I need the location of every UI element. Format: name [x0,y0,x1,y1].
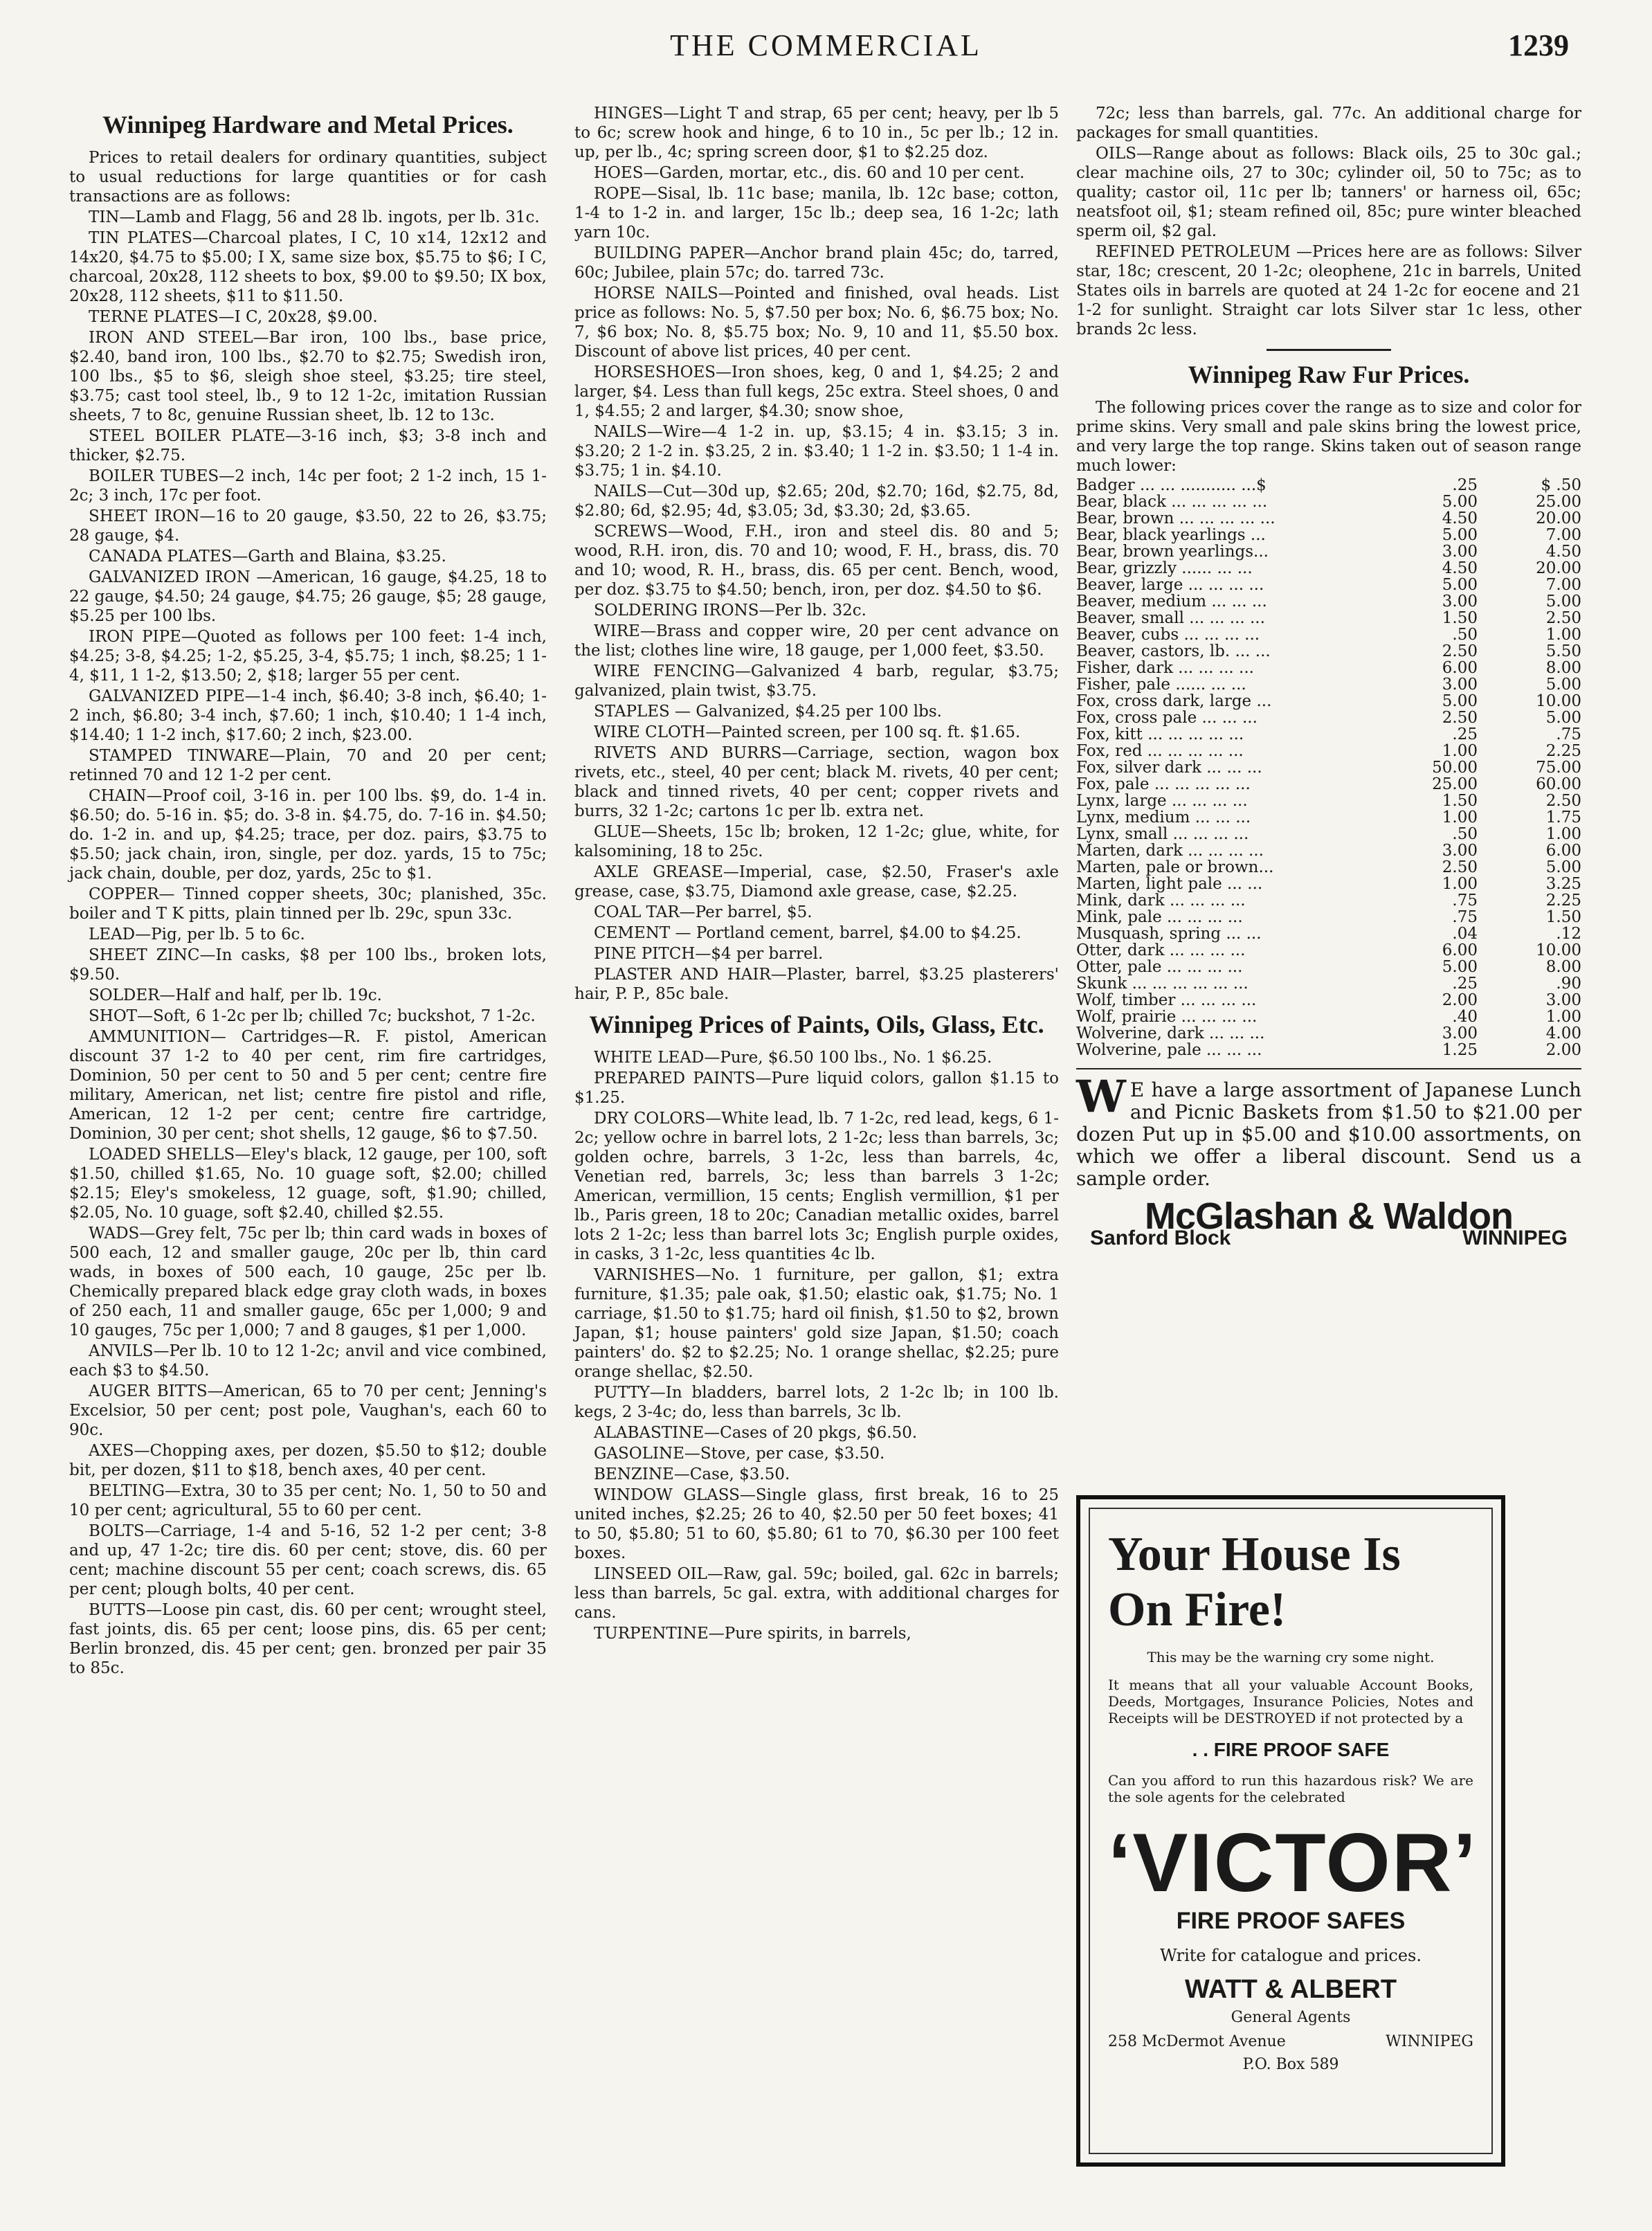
hardware-heading: Winnipeg Hardware and Metal Prices. [102,111,514,138]
fur-low: .75 [1452,908,1478,926]
basket-ad-firm: McGlashan & Waldon [1144,1195,1514,1237]
price-paragraph: AMMUNITION— Cartridges—R. F. pistol, American discount 37 1-2 to 40 per cent, rim fire cartridges, Dominion, 50 per cent to 50 and 5 per cent; centre fire military, American, net list; centre fire pistol and rifle, American, 12 1-2 per cent; centre fire cartridge, Dominion, 30 per cent; shot shells, 12 gauge, $6 to $7.50. [69,1028,547,1143]
fur-name: Marten, pale or brown... [1076,858,1274,876]
paints-article-continued [1076,104,1581,339]
price-paragraph: OILS—Range about as follows: Black oils, 25 to 30c gal.; clear machine oils, 27 to 30c; cylinder oil, 50 to 75c; as to quality; castor oil, 11c per lb; tanners' or harness oil, 65c; neatsfoot oil, $1; steam refined oil, 85c; pure winter bleached sperm oil, $2 gal. [1076,145,1581,240]
fur-row [1076,610,1581,626]
fur-low: 2.50 [1442,642,1478,660]
fur-low: 5.00 [1442,493,1478,511]
fur-row [1076,909,1581,925]
price-paragraph: IRON PIPE—Quoted as follows per 100 feet: 1-4 inch, $4.25; 3-8, $4.25; 1-2, $5.25, 3-4, $5.75; 1 inch, $8.25; 1 1-4, $11, 1 1-2, $13.50; 2, $18; larger 55 per cent. [69,628,547,685]
paints-article [574,1048,1059,1643]
fur-low: 5.00 [1442,692,1478,710]
furs-intro: The following prices cover the range as to size and color for prime skins. Very small and pale skins bring the lowest price, and very large the top range. Skins taken out of season range much lower: [1076,399,1581,475]
price-paragraph: CEMENT — Portland cement, barrel, $4.00 to $4.25. [594,924,1022,942]
fur-low: .50 [1452,825,1478,843]
fur-high: .90 [1556,975,1581,993]
fur-name: Wolverine, dark ... ... ... [1076,1024,1265,1042]
price-paragraph: PLASTER AND HAIR—Plaster, barrel, $3.25 plasterers' hair, P. P., 85c bale. [574,966,1059,1003]
fur-row [1076,527,1581,543]
price-paragraph: BUTTS—Loose pin cast, dis. 60 per cent; wrought steel, fast joints, dis. 65 per cent; loose pins, dis. 65 per cent; Berlin bronzed, dis. 45 per cent; gen. bronzed per pair 35 to 85c. [69,1601,547,1677]
fur-high: 60.00 [1536,775,1581,793]
price-paragraph: COPPER— Tinned copper sheets, 30c; planished, 35c. boiler and T K pitts, plain tinned per lb. 29c, spun 33c. [69,885,547,923]
fur-row [1076,759,1581,776]
fur-row [1076,710,1581,726]
ad-brand: ‘VICTOR’ [1108,1816,1478,1909]
fur-name: Mink, pale ... ... ... ... [1076,908,1243,926]
fur-name: Fox, cross dark, large ... [1076,692,1272,710]
price-paragraph: WIRE—Brass and copper wire, 20 per cent advance on the list; clothes line wire, 18 gauge, per 1,000 feet, $3.50. [574,622,1059,660]
fur-name: Lynx, medium ... ... ... [1076,809,1251,827]
price-paragraph: ROPE—Sisal, lb. 11c base; manila, lb. 12c base; cotton, 1-4 to 1-2 in. and larger, 15c lb.; deep sea, 16 1-2c; lath yarn 10c. [574,185,1059,242]
fur-row [1076,743,1581,759]
fur-name: Beaver, medium ... ... ... [1076,593,1267,611]
fur-row [1076,543,1581,560]
fur-low: 4.50 [1442,559,1478,577]
fur-row [1076,660,1581,676]
ad-lead: This may be the warning cry some night. [1147,1649,1435,1665]
paints-heading: Winnipeg Prices of Paints, Oils, Glass, Etc. [589,1011,1044,1038]
price-paragraph: TIN—Lamb and Flagg, 56 and 28 lb. ingots, per lb. 31c. [89,208,540,226]
fur-name: Marten, light pale ... ... [1076,875,1263,893]
section-divider [1267,349,1391,351]
price-paragraph: NAILS—Wire—4 1-2 in. up, $3.15; 4 in. $3.15; 3 in. $3.20; 2 1-2 in. $3.25, 2 in. $3.40; 1 1-2 in. $3.50; 1 1-4 in. $3.75; 1 in. $4.10. [574,423,1059,480]
price-paragraph: PUTTY—In bladders, barrel lots, 2 1-2c lb; in 100 lb. kegs, 2 3-4c; do, less than barrels, 3c lb. [574,1384,1059,1421]
fur-high: 4.00 [1545,1024,1581,1042]
fur-high: 1.50 [1545,908,1581,926]
ad-content [1108,1527,1478,2073]
fur-low: 2.00 [1442,991,1478,1009]
fur-row [1076,776,1581,793]
price-paragraph: LEAD—Pig, per lb. 5 to 6c. [89,925,305,943]
fur-low: 1.50 [1442,792,1478,810]
fur-name: Bear, black yearlings ... [1076,526,1266,544]
dropcap-letter: W [1076,1071,1126,1123]
fur-low: 1.50 [1442,609,1478,627]
fur-high: 5.00 [1545,858,1581,876]
price-paragraph: SOLDERING IRONS—Per lb. 32c. [594,602,866,620]
fur-row [1076,826,1581,842]
price-paragraph: WIRE FENCING—Galvanized 4 barb, regular, $3.75; galvanized, plain twist, $3.75. [574,662,1059,700]
price-paragraph: NAILS—Cut—30d up, $2.65; 20d, $2.70; 16d, $2.75, 8d, $2.80; 6d, $2.95; 4d, $3.05; 3d, $3.30; 2d, $3.65. [574,482,1059,520]
ad-agents: General Agents [1231,2009,1351,2026]
price-paragraph: BUILDING PAPER—Anchor brand plain 45c; do, tarred, 60c; Jubilee, plain 57c; do. tarred 73c. [574,244,1059,282]
fur-row [1076,842,1581,859]
price-paragraph: VARNISHES—No. 1 furniture, per gallon, $1; extra furniture, $1.35; pale oak, $1.50; elastic oak, $1.75; No. 1 carriage, $1.50 to $1.75; hard oil finish, $1.50 to $2, brown Japan, $1; house painters' gold size Japan, $1.50; coach painters' do. $2 to $2.25; No. 1 orange shellac, $2.25; pure orange shellac, $2.50. [574,1266,1059,1381]
fur-low: 1.25 [1442,1041,1478,1059]
fur-name: Beaver, small ... ... ... ... [1076,609,1265,627]
ad-firm: WATT & ALBERT [1184,1975,1397,2004]
fur-low: 2.50 [1442,858,1478,876]
fur-high: 5.50 [1545,642,1581,660]
price-paragraph: CHAIN—Proof coil, 3-16 in. per 100 lbs. $9, do. 1-4 in. $6.50; do. 5-16 in. $5; do. 3-8 in. $4.75, do. 7-16 in. $4.50; do. 1-2 in. and up, $4.25; trace, per doz. pairs, $3.75 to $5.50; jack chain, iron, single, per doz. yards, 15 to 75c; jack chain, double, per doz, yards, 25c to $1. [69,787,547,883]
price-paragraph: WINDOW GLASS—Single glass, first break, 16 to 25 united inches, $2.25; 26 to 40, $2.50 per 50 feet boxes; 41 to 50, $5.80; 51 to 60, $5.80; 61 to 70, $6.30 per 100 feet boxes. [574,1486,1059,1562]
price-paragraph: WADS—Grey felt, 75c per lb; thin card wads in boxes of 500 each, 12 and smaller gauge, 20c per lb, thin card wads, in boxes of 500 each, 10 gauge, 25c per lb. Chemically prepared black edge gray cloth wads, in boxes of 250 each, 11 and smaller gauge, 65c per 1,000; 9 and 10 gauges, 75c per 1,000; 7 and 8 gauges, $1 per 1,000. [69,1225,547,1339]
fur-high: 2.25 [1545,742,1581,760]
fur-name: Beaver, cubs ... ... ... ... [1076,626,1260,644]
price-paragraph: STAPLES — Galvanized, $4.25 per 100 lbs. [594,703,942,721]
fur-name: Otter, dark ... ... ... ... [1076,941,1246,959]
ad-fire-proof-safe: . . FIRE PROOF SAFE [1192,1739,1390,1760]
price-paragraph: AXLE GREASE—Imperial, case, $2.50, Fraser's axle grease, case, $3.75, Diamond axle grease, case, $2.25. [574,863,1059,901]
ad-headline: Your House Is On Fire! [1108,1528,1401,1636]
fur-name: Badger ... ... ........... ...$ [1076,476,1267,494]
fur-high: 2.50 [1545,792,1581,810]
ad-question: Can you afford to run this hazardous risk? We are the sole agents for the celebrated [1108,1772,1473,1805]
fur-low: 3.00 [1442,1024,1478,1042]
fur-high: 8.00 [1545,958,1581,976]
fur-high: 2.00 [1545,1041,1581,1059]
price-paragraph: IRON AND STEEL—Bar iron, 100 lbs., base price, $2.40, band iron, 100 lbs., $2.70 to $2.75; Swedish iron, 100 lbs., $5 to $6, sleigh shoe steel, $3.25; tire steel, $3.75; cast tool steel, lb., 9 to 12 1-2c, imitation Russian sheets, 7 to 8c, genuine Russian sheet, lb. 12 to 13c. [69,329,547,424]
price-paragraph: BOLTS—Carriage, 1-4 and 5-16, 52 1-2 per cent; 3-8 and up, 47 1-2c; tire dis. 60 per cent; stove, dis. 60 per cent; machine discount 55 per cent; coach screws, dis. 65 per cent; plough bolts, 40 per cent. [69,1522,547,1598]
fur-high: 5.00 [1545,593,1581,611]
price-paragraph: AUGER BITTS—American, 65 to 70 per cent; Jenning's Excelsior, 50 per cent; post pole, Vaughan's, each 60 to 90c. [69,1382,547,1439]
fur-high: 4.50 [1545,543,1581,561]
fur-row [1076,510,1581,527]
fur-low: 3.00 [1442,842,1478,860]
fur-name: Bear, brown yearlings... [1076,543,1269,561]
page-header [0,28,1652,69]
fur-row [1076,494,1581,510]
fur-row [1076,577,1581,593]
price-paragraph: LINSEED OIL—Raw, gal. 59c; boiled, gal. 62c in barrels; less than barrels, 5c gal. extra, with additional charges for cans. [574,1565,1059,1622]
basket-ad-city: WINNIPEG [1462,1227,1568,1249]
publication-title: THE COMMERCIAL [670,28,982,62]
fur-row [1076,726,1581,743]
fur-low: .25 [1452,725,1478,743]
fur-low: .75 [1452,892,1478,910]
price-paragraph: ALABASTINE—Cases of 20 pkgs, $6.50. [594,1424,918,1442]
price-paragraph: STAMPED TINWARE—Plain, 70 and 20 per cent; retinned 70 and 12 1-2 per cent. [69,747,547,784]
ad-street: 258 McDermot Avenue [1108,2033,1286,2050]
fur-row [1076,859,1581,876]
fur-row [1076,1025,1581,1042]
fur-row [1076,593,1581,610]
fur-name: Wolf, prairie ... ... ... ... [1076,1008,1258,1026]
hardware-article-continued [574,104,1059,1004]
price-paragraph: GASOLINE—Stove, per case, $3.50. [594,1445,885,1463]
fur-row [1076,1042,1581,1058]
basket-advertisement [1076,1071,1581,1190]
fur-high: 1.00 [1545,825,1581,843]
fur-row [1076,876,1581,892]
fur-high: 20.00 [1536,509,1581,527]
price-paragraph: LOADED SHELLS—Eley's black, 12 gauge, per 100, soft $1.50, chilled $1.65, No. 10 guage soft, $2.00; chilled $2.15; Eley's smokeless, 12 guage, soft, $1.90; chilled, $2.05, No. 10 guage, soft $2.40, chilled $2.55. [69,1146,547,1222]
fur-low: 5.00 [1442,958,1478,976]
fur-low: 5.00 [1442,576,1478,594]
price-paragraph: PREPARED PAINTS—Pure liquid colors, gallon $1.15 to $1.25. [574,1069,1059,1107]
fur-high: 5.00 [1545,676,1581,694]
price-paragraph: GALVANIZED IRON —American, 16 gauge, $4.25, 18 to 22 gauge, $4.50; 24 gauge, $4.75; 26 gauge, $5; 28 gauge, $5.25 per 100 lbs. [69,568,547,625]
fur-name: Marten, dark ... ... ... ... [1076,842,1264,860]
basket-ad-block: Sanford Block [1090,1227,1231,1249]
price-paragraph: WHITE LEAD—Pure, $6.50 100 lbs., No. 1 $6.25. [594,1049,992,1067]
price-paragraph: TERNE PLATES—I C, 20x28, $9.00. [89,308,378,326]
fur-low: 1.00 [1442,742,1478,760]
fur-row [1076,560,1581,577]
fur-low: 2.50 [1442,709,1478,727]
fur-row [1076,477,1581,494]
fur-price-table [1076,477,1581,1058]
fur-high: 5.00 [1545,709,1581,727]
fur-name: Fox, kitt ... ... ... ... ... [1076,725,1244,743]
price-paragraph: Prices to retail dealers for ordinary quantities, subject to usual reductions for large quantities or for cash transactions are as follows: [69,149,547,206]
fur-name: Fox, pale ... ... ... ... ... [1076,775,1251,793]
price-paragraph: CANADA PLATES—Garth and Blaina, $3.25. [89,548,446,566]
price-paragraph: DRY COLORS—White lead, lb. 7 1-2c, red lead, kegs, 6 1-2c; yellow ochre in barrel lots, 2 1-2c; less than barrels, 3c; golden ochre, barrels, 3 1-2c, less than barrels, 4c, Venetian red, barrels, 3c; less than barrels 3 1-2c; American, vermillion, 15 cents; English vermillion, $1 per lb., Paris green, 18 to 20c; Canadian metallic oxides, barrel lots 2 1-2c; less than barrel lots 3c; English purple oxides, in casks, 3 1-2c, less quantities 4c lb. [574,1110,1059,1263]
page-number: 1239 [1508,28,1569,62]
price-paragraph: GLUE—Sheets, 15c lb; broken, 12 1-2c; glue, white, for kalsomining, 18 to 25c. [574,823,1059,860]
fur-high: .12 [1556,925,1581,943]
fur-low: .25 [1452,975,1478,993]
price-paragraph: SCREWS—Wood, F.H., iron and steel dis. 80 and 5; wood, R.H. iron, dis. 70 and 10; wood, F. H., brass, dis. 70 and 10; wood, R. H., brass, dis. 65 per cent. Bench, wood, per doz. $3.75 to $4.50; bench, iron, per doz. $4.50 to $6. [574,523,1059,599]
fur-high: 2.50 [1545,609,1581,627]
fur-high: 1.00 [1545,626,1581,644]
fur-low: 4.50 [1442,509,1478,527]
fur-row [1076,809,1581,826]
price-paragraph: ANVILS—Per lb. 10 to 12 1-2c; anvil and vice combined, each $3 to $4.50. [69,1342,547,1380]
fur-row [1076,693,1581,710]
fur-high: $ .50 [1541,476,1581,494]
price-paragraph: TURPENTINE—Pure spirits, in barrels, [594,1625,911,1643]
fur-high: 10.00 [1536,941,1581,959]
price-paragraph: COAL TAR—Per barrel, $5. [594,903,813,921]
price-paragraph: STEEL BOILER PLATE—3-16 inch, $3; 3-8 inch and thicker, $2.75. [69,427,547,464]
fur-low: 5.00 [1442,526,1478,544]
fur-low: .40 [1452,1008,1478,1026]
fur-name: Beaver, castors, lb. ... ... [1076,642,1271,660]
fur-high: 3.00 [1545,991,1581,1009]
fur-low: .25 [1452,476,1478,494]
price-paragraph: 72c; less than barrels, gal. 77c. An additional charge for packages for small quantities. [1076,105,1581,142]
fur-row [1076,975,1581,992]
section-divider [1076,1068,1581,1069]
fur-name: Fisher, dark ... ... ... ... [1076,659,1254,677]
price-paragraph: WIRE CLOTH—Painted screen, per 100 sq. ft. $1.65. [594,723,1021,741]
price-paragraph: REFINED PETROLEUM —Prices here are as follows: Silver star, 18c; crescent, 20 1-2c; oleophene, 21c in barrels, United States oils in barrels are quoted at 24 1-2c for eocene and 21 1-2 for sunlight. Straight car lots Silver star 1c less, other brands 2c less. [1076,243,1581,338]
column-1 [69,104,547,1679]
fur-name: Lynx, large ... ... ... ... [1076,792,1248,810]
fur-name: Fisher, pale ...... ... ... [1076,676,1246,694]
price-paragraph: BOILER TUBES—2 inch, 14c per foot; 2 1-2 inch, 15 1-2c; 3 inch, 17c per foot. [69,467,547,505]
ad-city: WINNIPEG [1386,2033,1473,2050]
price-paragraph: RIVETS AND BURRS—Carriage, section, wagon box rivets, etc., steel, 40 per cent; black M. rivets, 40 per cent; black and tinned rivets, 40 per cent; copper rivets and burrs, 32 1-2c; cartons 1c per lb. extra net. [574,744,1059,820]
fur-high: .75 [1556,725,1581,743]
price-paragraph: AXES—Chopping axes, per dozen, $5.50 to $12; double bit, per dozen, $11 to $18, bench axes, 40 per cent. [69,1442,547,1479]
column-2 [574,104,1059,1645]
fur-low: 3.00 [1442,543,1478,561]
fur-low: 3.00 [1442,593,1478,611]
fur-high: 1.75 [1545,809,1581,827]
fur-name: Mink, dark ... ... ... ... [1076,892,1246,910]
price-paragraph: GALVANIZED PIPE—1-4 inch, $6.40; 3-8 inch, $6.40; 1-2 inch, $6.80; 3-4 inch, $7.60; 1 inch, $10.40; 1 1-4 inch, $14.40; 1 1-2 inch, $17.60; 2 inch, $23.00. [69,687,547,744]
fur-high: 1.00 [1545,1008,1581,1026]
hardware-article [69,148,547,1678]
fur-low: 50.00 [1432,759,1478,777]
fur-name: Fox, cross pale ... ... ... [1076,709,1258,727]
price-paragraph: HINGES—Light T and strap, 65 per cent; heavy, per lb 5 to 6c; screw hook and hinge, 6 to 10 in., 5c per lb.; 12 in. up, per lb., 4c; spring screen door, $1 to $2.25 doz. [574,105,1059,161]
price-paragraph: SOLDER—Half and half, per lb. 19c. [89,986,382,1004]
fur-high: 25.00 [1536,493,1581,511]
fur-name: Wolverine, pale ... ... ... [1076,1041,1262,1059]
fur-row [1076,626,1581,643]
price-paragraph: BENZINE—Case, $3.50. [594,1465,790,1483]
price-paragraph: HORSESHOES—Iron shoes, keg, 0 and 1, $4.25; 2 and larger, $4. Less than full kegs, 25c extra. Steel shoes, 0 and 1, $4.55; 2 and larger, $4.30; snow shoe, [574,363,1059,420]
basket-ad-text: E have a large assortment of Japanese Lunch and Picnic Baskets from $1.50 to $21.00 per dozen Put up in $5.00 and $10.00 assortments, on which we offer a liberal discount. Send us a sample order. [1076,1078,1581,1190]
price-paragraph: PINE PITCH—$4 per barrel. [594,945,824,963]
fur-name: Bear, brown ... ... ... ... ... [1076,509,1276,527]
fur-high: 7.00 [1545,576,1581,594]
price-paragraph: SHEET IRON—16 to 20 gauge, $3.50, 22 to 26, $3.75; 28 gauge, $4. [69,507,547,545]
fur-row [1076,793,1581,809]
fur-low: 1.00 [1442,875,1478,893]
fur-row [1076,1009,1581,1025]
victor-safe-advertisement [1076,1495,1505,2167]
price-paragraph: HOES—Garden, mortar, etc., dis. 60 and 10 per cent. [594,164,1025,182]
fur-high: 75.00 [1536,759,1581,777]
fur-row [1076,643,1581,660]
fur-row [1076,992,1581,1009]
fur-row [1076,892,1581,909]
fur-low: 6.00 [1442,659,1478,677]
fur-high: 2.25 [1545,892,1581,910]
fur-name: Bear, grizzly ...... ... ... [1076,559,1253,577]
fur-name: Otter, pale ... ... ... ... [1076,958,1243,976]
ad-product: FIRE PROOF SAFES [1176,1908,1406,1934]
fur-high: 20.00 [1536,559,1581,577]
fur-name: Skunk ... ... ... ... ... ... [1076,975,1249,993]
fur-low: 6.00 [1442,941,1478,959]
fur-high: 10.00 [1536,692,1581,710]
fur-name: Fox, red ... ... ... ... ... [1076,742,1244,760]
fur-name: Bear, black ... ... ... ... ... [1076,493,1268,511]
fur-name: Fox, silver dark ... ... ... [1076,759,1262,777]
price-paragraph: HORSE NAILS—Pointed and finished, oval heads. List price as follows: No. 5, $7.50 per box; No. 6, $6.75 box; No. 7, $6 box; No. 8, $5.75 box; No. 9, 10 and 11, $5.50 box. Discount of above list prices, 40 per cent. [574,284,1059,361]
fur-name: Beaver, large ... ... ... ... [1076,576,1264,594]
fur-high: 7.00 [1545,526,1581,544]
fur-low: 3.00 [1442,676,1478,694]
fur-low: 1.00 [1442,809,1478,827]
fur-row [1076,942,1581,959]
fur-low: 25.00 [1432,775,1478,793]
ad-pobox: P.O. Box 589 [1242,2056,1339,2073]
ad-write-line: Write for catalogue and prices. [1160,1946,1422,1965]
price-paragraph: SHEET ZINC—In casks, $8 per 100 lbs., broken lots, $9.50. [69,946,547,984]
ad-address [1108,2033,1473,2050]
fur-high: 3.25 [1545,875,1581,893]
fur-high: 6.00 [1545,842,1581,860]
fur-name: Wolf, timber ... ... ... ... [1076,991,1257,1009]
fur-high: 8.00 [1545,659,1581,677]
furs-heading: Winnipeg Raw Fur Prices. [1188,361,1470,388]
price-paragraph: SHOT—Soft, 6 1-2c per lb; chilled 7c; buckshot, 7 1-2c. [89,1007,536,1025]
price-paragraph: TIN PLATES—Charcoal plates, I C, 10 x14, 12x12 and 14x20, $4.75 to $5.00; I X, same size box, $5.75 to $6; I C, charcoal, 20x28, 112 sheets to box, $9.00 to $9.50; IX box, 20x28, 112 sheets, $11 to $11.50. [69,229,547,305]
ad-body: It means that all your valuable Account Books, Deeds, Mortgages, Insurance Policies, Notes and Receipts will be DESTROYED if not protected by a [1108,1677,1473,1726]
fur-low: .04 [1452,925,1478,943]
price-paragraph: BELTING—Extra, 30 to 35 per cent; No. 1, 50 to 50 and 10 per cent; agricultural, 55 to 60 per cent. [69,1482,547,1519]
column-3 [1076,104,1581,1248]
fur-name: Lynx, small ... ... ... ... [1076,825,1249,843]
fur-row [1076,676,1581,693]
fur-row [1076,925,1581,942]
fur-row [1076,959,1581,975]
fur-low: .50 [1452,626,1478,644]
fur-name: Musquash, spring ... ... [1076,925,1262,943]
